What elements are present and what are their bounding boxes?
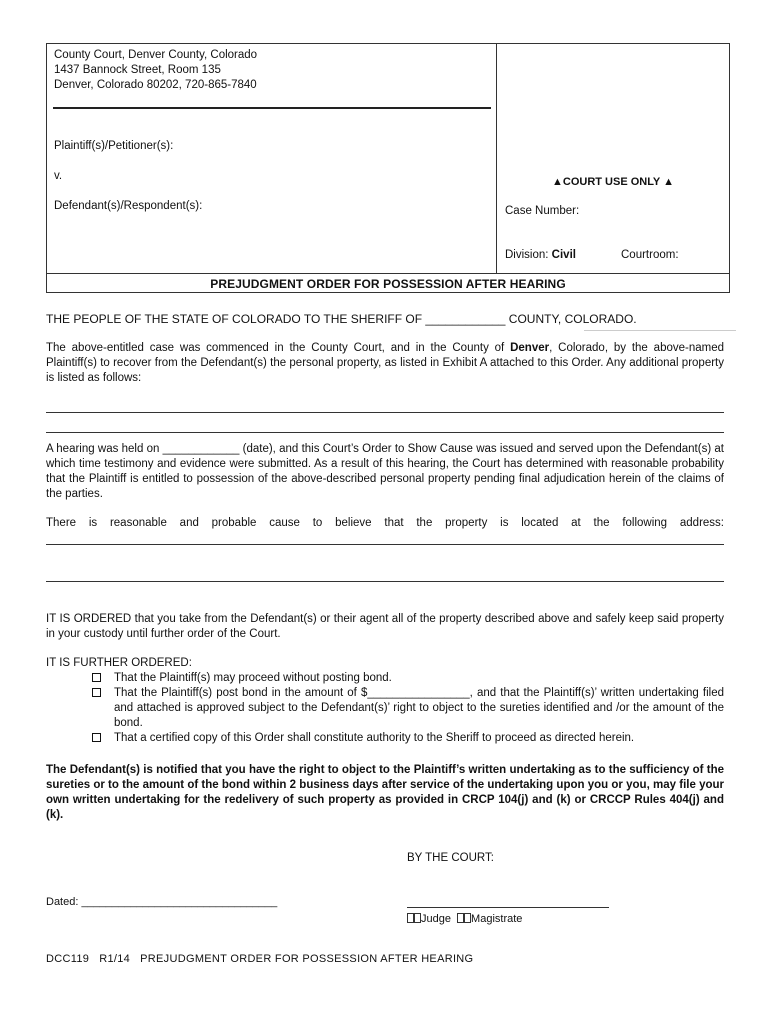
caption-vertical-divider — [496, 43, 497, 274]
by-the-court: BY THE COURT: — [407, 852, 494, 864]
address-line-2 — [46, 581, 724, 582]
caption-horizontal-divider — [46, 273, 730, 274]
court-street: 1437 Bannock Street, Room 135 — [54, 64, 221, 76]
court-divider-line — [53, 107, 491, 109]
option-no-bond — [92, 671, 724, 686]
option-post-bond — [92, 686, 724, 731]
plaintiff-label: Plaintiff(s)/Petitioner(s): — [54, 140, 174, 152]
option-post-bond-text: That the Plaintiff(s) post bond in the amount of $________________, and that the Plaintiff(s)’ written undertaking filed and attached is approved subject to the Defendant(s)’ right to object to the sureties identified and /or the amount of the bond. — [114, 687, 724, 729]
defendant-label: Defendant(s)/Respondent(s): — [54, 200, 203, 212]
further-ordered-heading: IT IS FURTHER ORDERED: — [46, 657, 192, 669]
versus-label: v. — [54, 170, 63, 182]
para1-before: The above-entitled case was commenced in the County Court, and in the County of — [46, 342, 511, 354]
checkbox-post-bond[interactable] — [92, 688, 101, 697]
property-line-2 — [46, 432, 724, 433]
judge-checkbox-2 — [414, 913, 421, 923]
judge-magistrate-selector — [407, 913, 522, 925]
court-name: County Court, Denver County, Colorado — [54, 49, 258, 61]
notice-paragraph: The Defendant(s) is notified that you have the right to object to the Plaintiff’s written undertaking as to the sufficiency of the sureties or to the amount of the bond within 2 business days after service of the undertaking upon you or you, may file your own written undertaking for the redelivery of such property as provided in CRCP 104(j) and (k) or CRCCP Rules 404(j) and (k). — [46, 764, 724, 821]
judge-checkbox[interactable] — [407, 913, 414, 923]
property-line-1 — [46, 412, 724, 413]
checkbox-certified-copy[interactable] — [92, 733, 101, 742]
para1-county: Denver — [510, 342, 550, 354]
court-address — [54, 48, 257, 93]
division-value: Civil — [551, 249, 576, 261]
paragraph-hearing: A hearing was held on ____________ (date), and this Court’s Order to Show Cause was issued and served upon the Defendant(s) at which time testimony and evidence were submitted. As a result of this hearing, the Court has determined with reasonable probability that the Plaintiff is entitled to possession of the above-described personal property pending final adjudication herein of the claims of the parties. — [46, 443, 724, 500]
para1-after: , Colorado, by the above-named Plaintiff(s) to recover from the Defendant(s) the personal property, as listed in Exhibit A attached to this Order. Any additional property is listed as follows: — [46, 342, 724, 384]
option-no-bond-text: That the Plaintiff(s) may proceed without posting bond. — [114, 672, 392, 684]
people-line: THE PEOPLE OF THE STATE OF COLORADO TO THE SHERIFF OF ____________ COUNTY, COLORADO. — [46, 312, 637, 326]
signature-line — [407, 907, 609, 908]
judge-label: Judge — [421, 913, 451, 925]
dated-field[interactable]: Dated: ________________________________ — [46, 896, 278, 908]
checkbox-no-bond[interactable] — [92, 673, 101, 682]
court-city: Denver, Colorado 80202, 720-865-7840 — [54, 79, 257, 91]
magistrate-checkbox[interactable] — [457, 913, 464, 923]
courtroom-label: Courtroom: — [621, 249, 679, 261]
paragraph-cause: There is reasonable and probable cause to believe that the property is located at the following address: — [46, 517, 724, 529]
court-use-only: ▲COURT USE ONLY ▲ — [551, 176, 674, 188]
faint-rule — [584, 330, 736, 331]
document-title: PREJUDGMENT ORDER FOR POSSESSION AFTER HEARING — [210, 277, 566, 291]
division-field — [505, 249, 576, 261]
paragraph-ordered: IT IS ORDERED that you take from the Defendant(s) or their agent all of the property described above and safely keep said property in your custody until further order of the Court. — [46, 613, 724, 640]
division-label: Division: — [505, 249, 549, 261]
magistrate-checkbox-2 — [464, 913, 471, 923]
paragraph-commencement — [46, 341, 724, 386]
case-number-label: Case Number: — [505, 205, 580, 217]
magistrate-label: Magistrate — [471, 913, 523, 925]
option-certified-copy — [92, 731, 724, 746]
option-certified-copy-text: That a certified copy of this Order shall constitute authority to the Sheriff to proceed as directed herein. — [114, 732, 635, 744]
order-options — [92, 671, 724, 746]
address-line-1 — [46, 544, 724, 545]
footer-form-id: DCC119 R1/14 PREJUDGMENT ORDER FOR POSSESSION AFTER HEARING — [46, 953, 474, 965]
